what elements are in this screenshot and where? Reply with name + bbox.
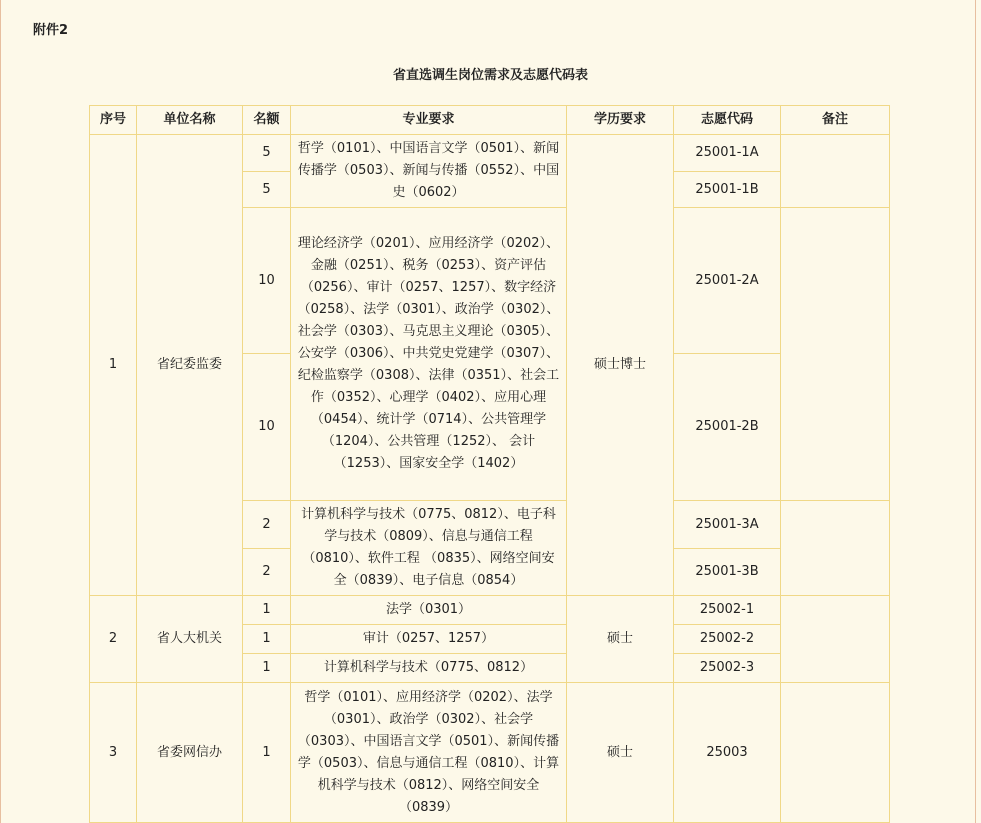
position-table (89, 105, 890, 823)
quota-cell: 10 (243, 354, 291, 501)
table-row (90, 596, 890, 625)
remark-cell (781, 135, 890, 208)
row-no: 1 (90, 135, 137, 596)
quota-cell: 2 (243, 549, 291, 596)
unit-name: 省纪委监委 (137, 135, 243, 596)
header-unit: 单位名称 (137, 106, 243, 135)
code-cell: 25001-2B (674, 354, 781, 501)
quota-cell: 1 (243, 625, 291, 654)
quota-cell: 1 (243, 596, 291, 625)
table-row (90, 135, 890, 172)
code-cell: 25002-2 (674, 625, 781, 654)
code-cell: 25003 (674, 683, 781, 823)
header-major: 专业要求 (291, 106, 567, 135)
unit-name: 省人大机关 (137, 596, 243, 683)
header-no: 序号 (90, 106, 137, 135)
code-cell: 25002-1 (674, 596, 781, 625)
remark-cell (781, 683, 890, 823)
unit-name: 省委网信办 (137, 683, 243, 823)
header-remark: 备注 (781, 106, 890, 135)
row-no: 3 (90, 683, 137, 823)
major-cell: 哲学（0101）、应用经济学（0202）、法学（0301）、政治学（0302）、社会学（0303）、中国语言文学（0501）、新闻传播学（0503）、信息与通信工程（0810）、计算机科学与技术（0812）、网络空间安全（0839） (291, 683, 567, 823)
code-cell: 25001-3B (674, 549, 781, 596)
major-cell: 理论经济学（0201）、应用经济学（0202）、 金融（0251）、税务（0253）、资产评估（0256）、审计（0257、1257）、数字经济（0258）、法学（0301）、政治学（0302）、社会学（0303）、马克思主义理论（0305）、公安学（0306）、中共党史党建学（0307）、纪检监察学（0308）、法律（0351）、社会工作（0352）、心理学（0402）、应用心理（0454）、统计学（0714）、公共管理学（1204）、公共管理（1252）、 会计（1253）、国家安全学（1402） (291, 208, 567, 501)
code-cell: 25001-1A (674, 135, 781, 172)
major-cell: 计算机科学与技术（0775、0812）、电子科学与技术（0809）、信息与通信工程（0810）、软件工程 （0835）、网络空间安全（0839）、电子信息（0854） (291, 501, 567, 596)
education-cell: 硕士 (567, 596, 674, 683)
major-cell: 哲学（0101）、中国语言文学（0501）、新闻传播学（0503）、新闻与传播（0552）、中国史（0602） (291, 135, 567, 208)
remark-cell (781, 596, 890, 683)
quota-cell: 2 (243, 501, 291, 549)
major-cell: 计算机科学与技术（0775、0812） (291, 654, 567, 683)
remark-cell (781, 208, 890, 501)
major-cell: 法学（0301） (291, 596, 567, 625)
row-no: 2 (90, 596, 137, 683)
major-cell: 审计（0257、1257） (291, 625, 567, 654)
code-cell: 25001-1B (674, 172, 781, 208)
education-cell: 硕士博士 (567, 135, 674, 596)
header-row (90, 106, 890, 135)
quota-cell: 5 (243, 135, 291, 172)
header-education: 学历要求 (567, 106, 674, 135)
code-cell: 25001-2A (674, 208, 781, 354)
attachment-label: 附件2 (33, 23, 69, 38)
education-cell: 硕士 (567, 683, 674, 823)
table-title: 省直选调生岗位需求及志愿代码表 (392, 68, 588, 83)
code-cell: 25002-3 (674, 654, 781, 683)
quota-cell: 5 (243, 172, 291, 208)
header-code: 志愿代码 (674, 106, 781, 135)
table-row (90, 683, 890, 823)
remark-cell (781, 501, 890, 596)
quota-cell: 1 (243, 683, 291, 823)
header-quota: 名额 (243, 106, 291, 135)
code-cell: 25001-3A (674, 501, 781, 549)
quota-cell: 10 (243, 208, 291, 354)
quota-cell: 1 (243, 654, 291, 683)
